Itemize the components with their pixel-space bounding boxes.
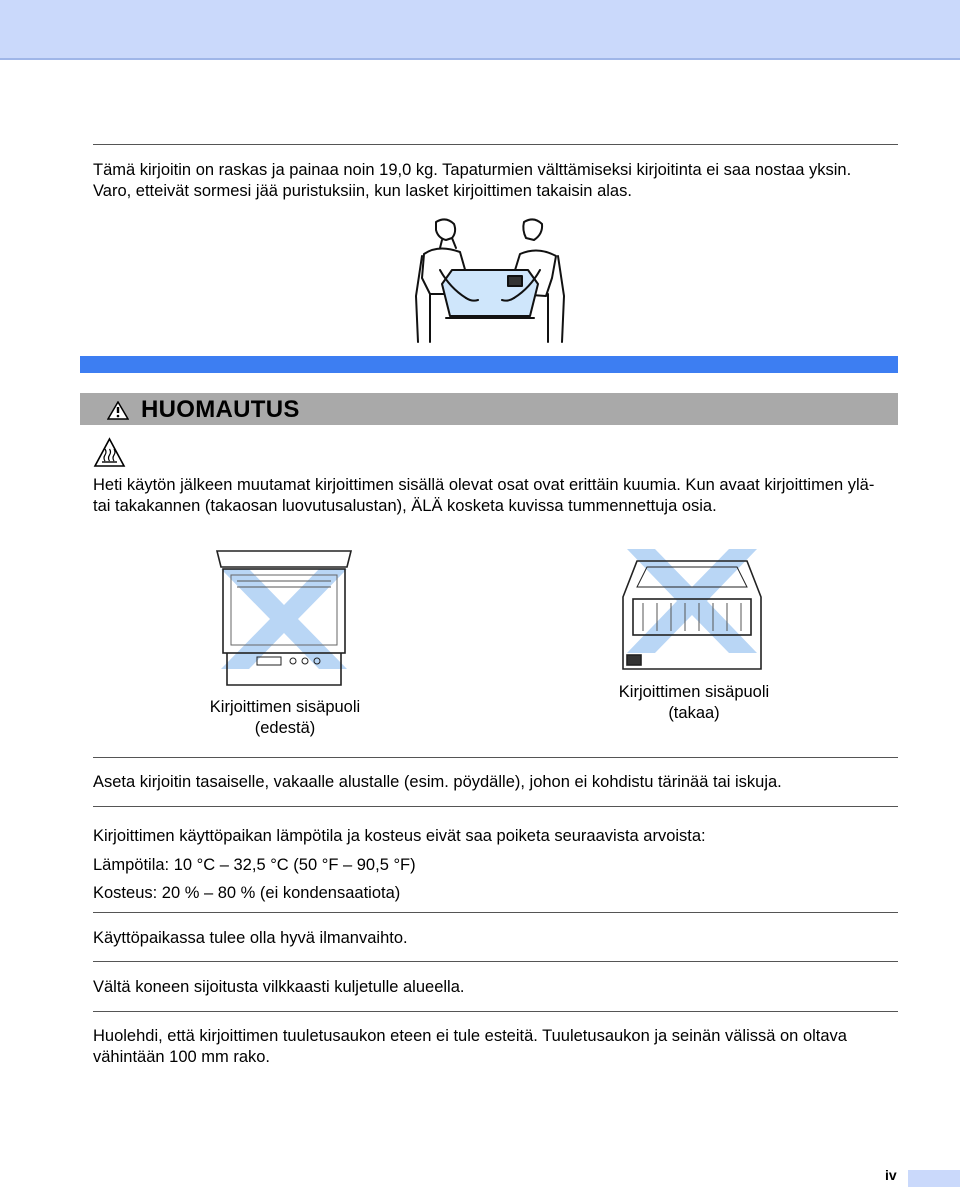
divider [93,806,898,807]
page-number: iv [885,1167,897,1183]
divider [93,144,898,145]
printer-front-open-illustration [213,547,355,690]
page-tab [908,1170,960,1187]
caution-title: HUOMAUTUS [141,396,300,423]
caution-accent-bar [80,356,898,373]
note-line: vähintään 100 mm rako. [93,1048,271,1066]
note-line: Kirjoittimen käyttöpaikan lämpötila ja kosteus eivät saa poiketa seuraavista arvoista: [93,827,706,845]
rear-caption-line-2: (takaa) [668,704,720,722]
hot-surface-icon [93,437,126,468]
note-line: Käyttöpaikassa tulee olla hyvä ilmanvaihto. [93,929,408,947]
caution-text-line-1: Heti käytön jälkeen muutamat kirjoittimen sisällä olevat osat ovat erittäin kuumia. Kun avaat kirjoittimen ylä- [93,476,875,494]
two-person-lift-illustration [412,214,568,346]
weight-warning [93,160,898,202]
rear-caption-line-1: Kirjoittimen sisäpuoli [618,683,770,701]
note-line: Kosteus: 20 % – 80 % (ei kondensaatiota) [93,884,401,902]
rear-caption [608,682,780,724]
caution-text-line-2: tai takakannen (takaosan luovutusalustan), ÄLÄ kosketa kuvissa tummennettuja osia. [93,497,717,515]
note-line: Huolehdi, että kirjoittimen tuuletusaukon eteen ei tule esteitä. Tuuletusaukon ja seinän välissä on oltava [93,1027,847,1045]
printer-rear-open-illustration [619,547,765,675]
note-item [93,1026,898,1068]
caution-text [93,475,898,517]
note-item [93,822,898,908]
front-caption-line-1: Kirjoittimen sisäpuoli [209,698,361,716]
divider [93,757,898,758]
note-item [93,928,898,949]
note-item [93,977,898,998]
warning-line-1: Tämä kirjoitin on raskas ja painaa noin 19,0 kg. Tapaturmien välttämiseksi kirjoitinta ei saa nostaa yksin. [93,161,852,179]
warning-triangle-icon [107,401,129,420]
divider [93,961,898,962]
header-band [0,0,960,60]
note-line: Aseta kirjoitin tasaiselle, vakaalle alustalle (esim. pöydälle), johon ei kohdistu tärinää tai iskuja. [93,773,782,791]
warning-line-2: Varo, etteivät sormesi jää puristuksiin, kun lasket kirjoittimen takaisin alas. [93,182,632,200]
note-line: Lämpötila: 10 °C – 32,5 °C (50 °F – 90,5 °F) [93,855,416,874]
front-caption [200,697,370,739]
divider [93,912,898,913]
front-caption-line-2: (edestä) [254,719,316,737]
divider [93,1011,898,1012]
note-line: Vältä koneen sijoitusta vilkkaasti kuljetulle alueella. [93,978,465,996]
note-item [93,772,898,793]
